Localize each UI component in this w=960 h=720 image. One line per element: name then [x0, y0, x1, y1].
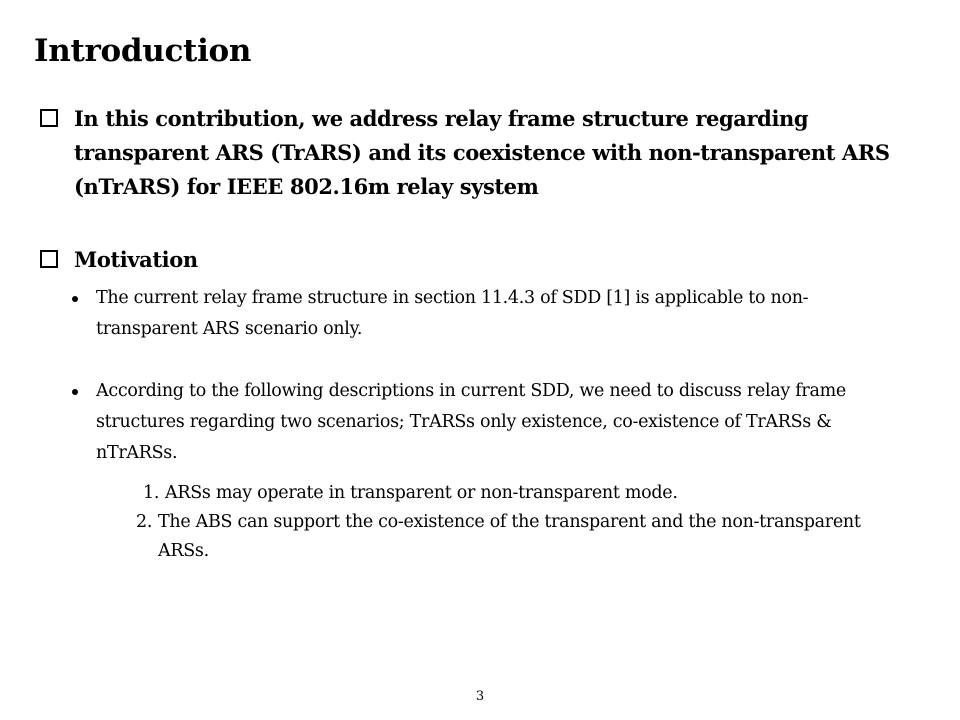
numbered-marker: 1. — [143, 483, 160, 503]
checkbox-item — [40, 243, 920, 277]
numbered-text: The ABS can support the co-existence of the transparent and the non-transparent ARSs. — [158, 512, 861, 561]
checkbox-bullet-icon — [40, 109, 58, 127]
numbered-item — [136, 508, 920, 566]
section-heading: Motivation — [74, 247, 198, 272]
bullet-list — [40, 283, 920, 469]
numbered-text: ARSs may operate in transparent or non-transparent mode. — [165, 483, 678, 503]
checkbox-item — [40, 102, 920, 204]
slide-title: Introduction — [34, 33, 252, 69]
numbered-item — [143, 479, 920, 508]
numbered-list — [40, 479, 920, 566]
section-contribution — [40, 102, 920, 204]
bullet-dot-icon — [72, 389, 78, 395]
bullet-text: According to the following descriptions in current SDD, we need to discuss relay frame structures regarding two scenarios; TrARSs only existence, co-existence of TrARSs & nTrARSs. — [96, 381, 846, 463]
checkbox-bullet-icon — [40, 250, 58, 268]
numbered-marker: 2. — [136, 512, 153, 532]
bullet-item — [72, 283, 920, 345]
section-motivation — [40, 243, 920, 566]
bullet-item — [72, 376, 920, 469]
section-heading: In this contribution, we address relay frame structure regarding transparent ARS (TrARS) and its coexistence with non-transparent ARS (nTrARS) for IEEE 802.16m relay system — [74, 106, 890, 199]
page-number: 3 — [475, 689, 485, 704]
bullet-text: The current relay frame structure in section 11.4.3 of SDD [1] is applicable to non-transparent ARS scenario only. — [96, 288, 809, 339]
bullet-dot-icon — [72, 296, 78, 302]
